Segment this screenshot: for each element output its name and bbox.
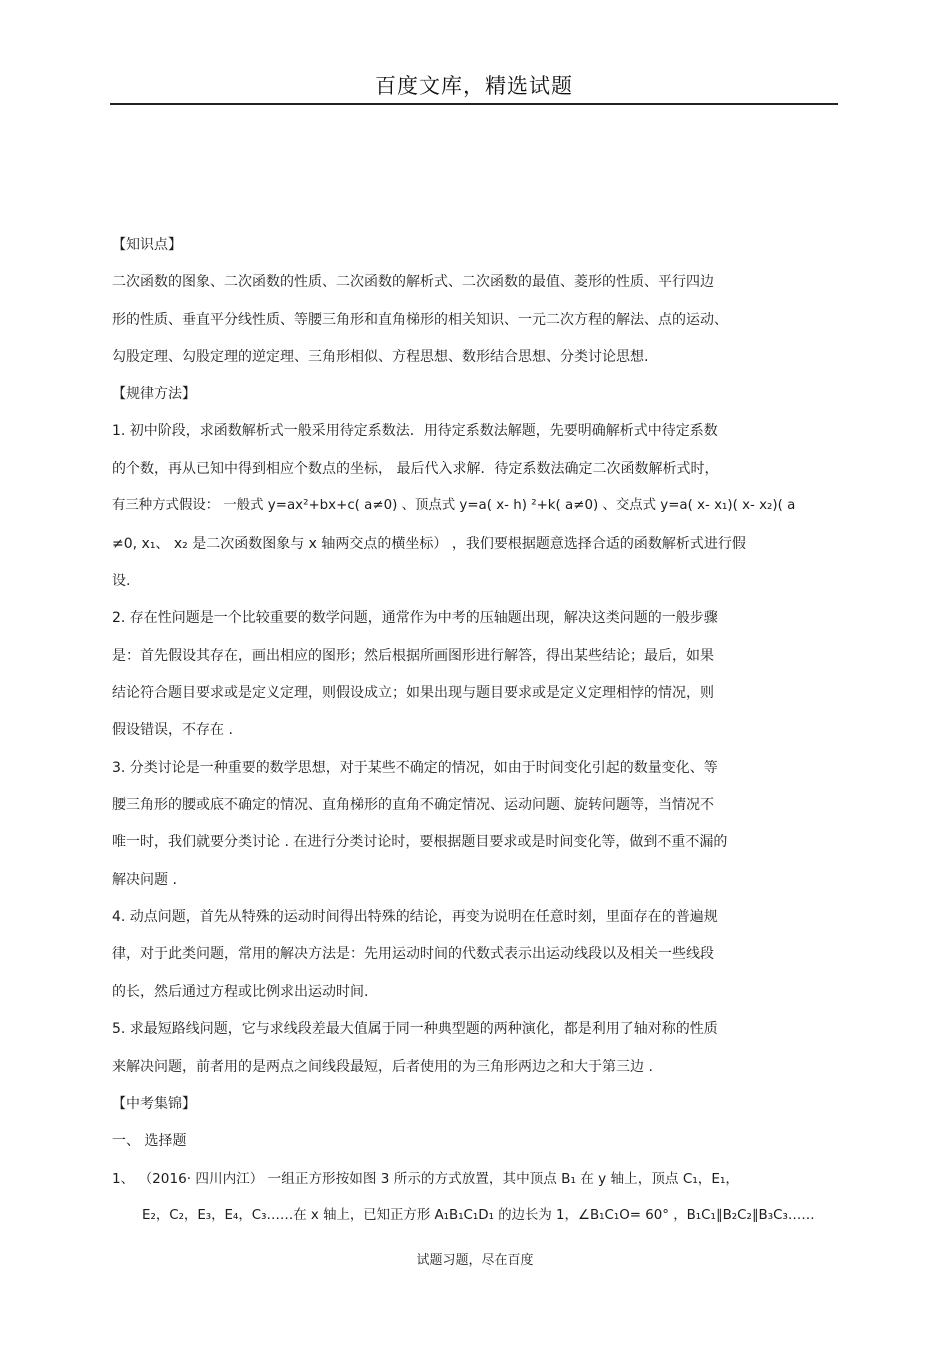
method-line: 律，对于此类问题，常用的解决方法是：先用运动时间的代数式表示出运动线段以及相关一些线段 [112, 946, 714, 962]
method-line: ≠0, x₁、 x₂ 是二次函数图象与 x 轴两交点的横坐标） ，我们要根据题意选择合适的函数解析式进行假 [112, 536, 746, 552]
page-footer: 试题习题，尽在百度 [416, 1253, 534, 1268]
method-line: 3. 分类讨论是一种重要的数学思想，对于某些不确定的情况，如由于时间变化引起的数量变化、等 [112, 760, 718, 776]
method-line: 解决问题 . [112, 872, 177, 888]
knowledge-line: 形的性质、垂直平分线性质、等腰三角形和直角梯形的相关知识、一元二次方程的解法、点的运动、 [112, 312, 728, 328]
method-line: 1. 初中阶段，求函数解析式一般采用待定系数法．用待定系数法解题，先要明确解析式中待定系数 [112, 423, 718, 439]
page-title: 百度文库，精选试题 [375, 74, 573, 98]
method-line: 假设错误，不存在 . [112, 722, 233, 738]
page-header [110, 68, 838, 105]
method-line: 有三种方式假设： 一般式 y=ax²+bx+c( a≠0) 、顶点式 y=a( x- h) ²+k( a≠0) 、交点式 y=a( x- x₁)( x- x₂)( a [112, 498, 796, 513]
knowledge-heading: 【知识点】 [112, 237, 182, 253]
exam-heading: 【中考集锦】 [112, 1096, 196, 1112]
method-line: 的个数，再从已知中得到相应个数点的坐标， 最后代入求解．待定系数法确定二次函数解析式时， [112, 461, 719, 477]
section-heading: 一、 选择题 [112, 1133, 187, 1149]
question-line: 1、 （2016· 四川内江） 一组正方形按如图 3 所示的方式放置，其中顶点 B₁ 在 y 轴上，顶点 C₁，E₁， [112, 1171, 740, 1187]
method-line: 的长，然后通过方程或比例求出运动时间. [112, 984, 369, 1000]
method-line: 2. 存在性问题是一个比较重要的数学问题，通常作为中考的压轴题出现，解决这类问题的一般步骤 [112, 610, 718, 626]
method-line: 4. 动点问题，首先从特殊的运动时间得出特殊的结论，再变为说明在任意时刻，里面存在的普遍规 [112, 909, 718, 925]
method-line: 来解决问题，前者用的是两点之间线段最短，后者使用的为三角形两边之和大于第三边 . [112, 1059, 653, 1075]
method-line: 结论符合题目要求或是定义定理，则假设成立；如果出现与题目要求或是定义定理相悖的情况，则 [112, 685, 714, 701]
question-line: E₂，C₂，E₃，E₄，C₃……在 x 轴上，已知正方形 A₁B₁C₁D₁ 的边长为 1，∠B₁C₁O= 60° ，B₁C₁∥B₂C₂∥B₃C₃…… [142, 1208, 815, 1223]
method-line: 腰三角形的腰或底不确定的情况、直角梯形的直角不确定情况、运动问题、旋转问题等，当情况不 [112, 797, 714, 813]
knowledge-line: 二次函数的图象、二次函数的性质、二次函数的解析式、二次函数的最值、菱形的性质、平行四边 [112, 274, 714, 290]
method-line: 设. [112, 573, 131, 589]
method-line: 5. 求最短路线问题，它与求线段差最大值属于同一种典型题的两种演化，都是利用了轴对称的性质 [112, 1021, 718, 1037]
method-heading: 【规律方法】 [112, 386, 196, 402]
knowledge-line: 勾股定理、勾股定理的逆定理、三角形相似、方程思想、数形结合思想、分类讨论思想. [112, 349, 649, 365]
method-line: 唯一时，我们就要分类讨论 . 在进行分类讨论时，要根据题目要求或是时间变化等，做到不重不漏的 [112, 834, 728, 850]
method-line: 是：首先假设其存在，画出相应的图形；然后根据所画图形进行解答，得出某些结论；最后，如果 [112, 648, 714, 664]
